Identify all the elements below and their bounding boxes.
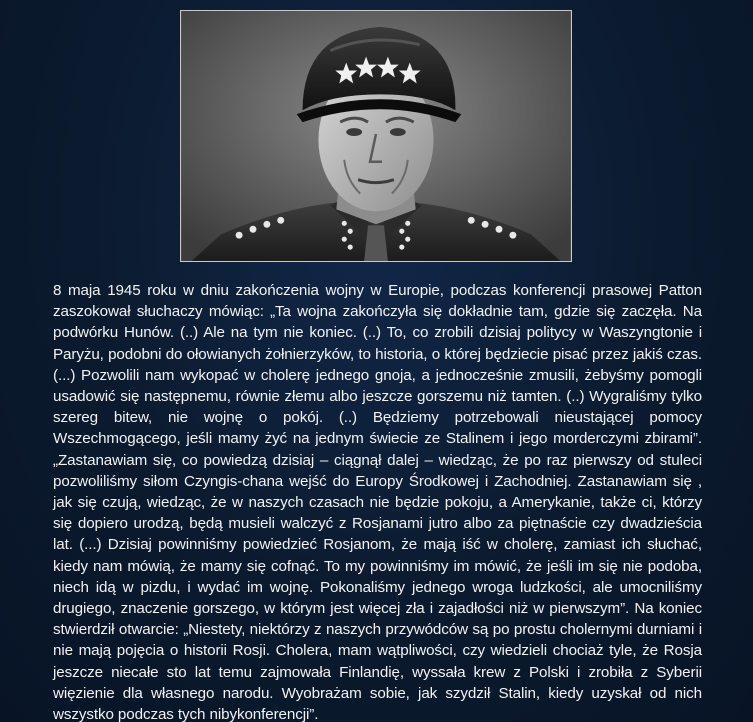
- quote-text: 8 maja 1945 roku w dniu zakończenia wojny w Europie, podczas konferencji prasowej Patton zaszokował słuchaczy mówiąc: „Ta wojna zakończyła się dokładnie tam, gdzie się zaczęła. Na podwórku Hunów. (..) Ale na tym nie koniec. (..) To, co zrobili dzisiaj politycy w Waszyngtonie i Paryżu, podobni do ołowianych żołnierzyków, to historia, o której będziecie pisać przez jakiś czas. (...) Pozwolili nam wykopać w cholerę jednego gnoja, a jednocześnie zmusili, żebyśmy pomogli usadowić się następnemu, równie złemu albo jeszcze gorszemu niż tamten. (..) Wygraliśmy tylko szereg bitew, nie wojnę o pokój. (..) Będziemy potrzebowali nieustającej pomocy Wszechmogącego, jeśli mamy żyć na jednym świecie ze Stalinem i jego morderczymi zbirami”. „Zastanawiam się, co powiedzą dzisiaj – ciągnął dalej – wiedząc, że po raz pierwszy od stuleci pozwoliliśmy siłom Czyngis-chana wejść do Europy Środkowej i Zachodniej. Zastanawiam się , jak się czują, wiedząc, że w naszych czasach nie będzie pokoju, a Amerykanie, także ci, którzy się dopiero urodzą, będą musieli walczyć z Rosjanami jutro albo za piętnaście czy dwadzieścia lat. (...) Dzisiaj powinniśmy powiedzieć Rosjanom, że mają iść w cholerę, zamiast ich słuchać, kiedy nam mówią, że mamy się cofnąć. To my powinniśmy im mówić, że jeśli im się nie podoba, niech idą w pizdu, i wydać im wojnę. Pokonaliśmy jednego wroga ludzkości, ale umocniliśmy drugiego, znaczenie gorszego, w którym jest więcej zła i zajadłości niż w pierwszym”. Na koniec stwierdził otwarcie: „Niestety, niektórzy z naszych przywódców są po prostu cholernymi durniami i nie mają pojęcia o historii Rosji. Cholera, mam wątpliwości, czy wiedzieli chociaż tyle, że Rosja jeszcze niecałe sto lat temu zajmowała Finlandię, wyssała krew z Polski i zrobiła z Syberii więzienie dla własnego narodu. Wyobrażam sobie, jak szydził Stalin, kiedy uzyskał od nich wszystko podczas tych nibykonferencji”.: [53, 282, 702, 722]
- portrait-photo: [180, 10, 572, 262]
- portrait-illustration: [181, 11, 571, 261]
